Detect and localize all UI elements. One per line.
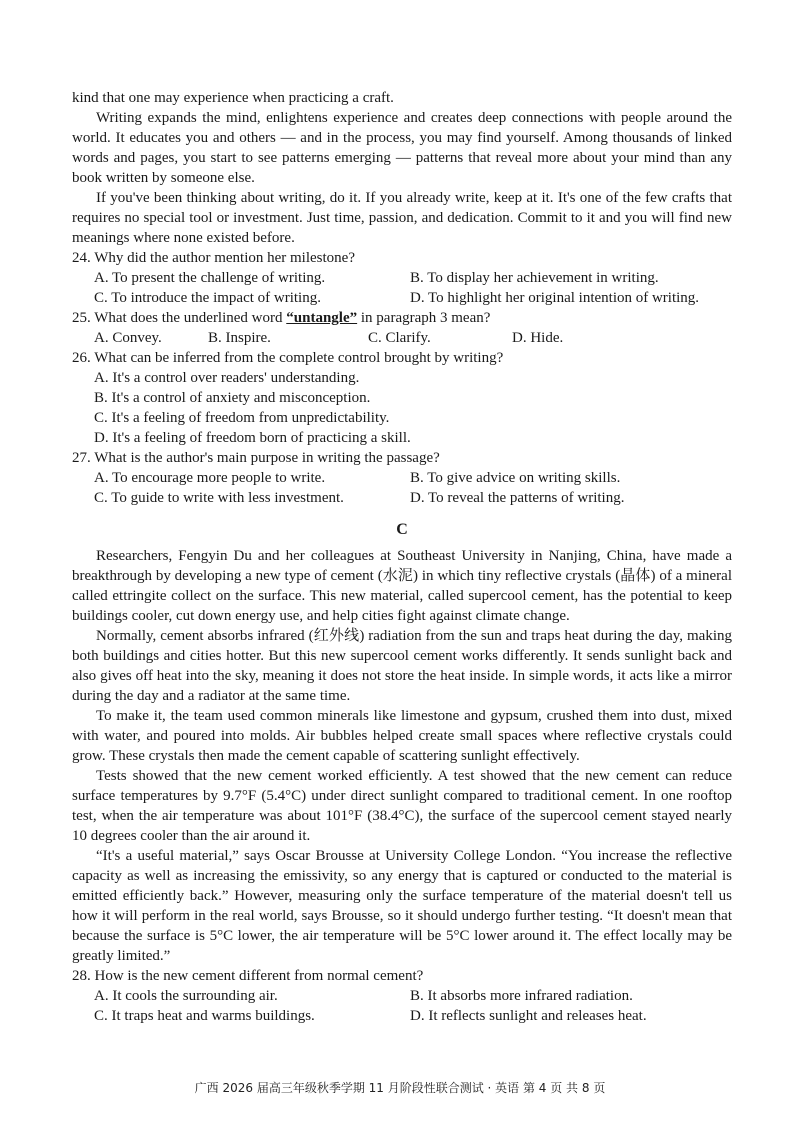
option-c: C. To guide to write with less investment. [94, 490, 344, 506]
passage-c-paragraph: “It's a useful material,” says Oscar Brousse at University College London. “You increase the reflective capacity as well as increasing the emissivity, so any energy that is captured or conducted to the material is emitted efficiently back.” However, measuring only the surface temperature of the material doesn't tell us how it will perform in the real world, says Brousse, so it should undergo further testing. “It doesn't mean that because the surface is 5°C lower, the air temperature will be 5°C lower around it. The effect locally may be greatly limited.” [72, 848, 732, 964]
passage-b-paragraph: Writing expands the mind, enlightens experience and creates deep connections with people around the world. It educates you and others — and in the process, you may find yourself. Among thousands of linked words and pages, you start to see patterns emerging — patterns that reveal more about your mind than any book written by someone else. [72, 110, 732, 186]
stem-text: in paragraph 3 mean? [357, 310, 491, 326]
options-row [72, 268, 732, 288]
question-stem: 24. Why did the author mention her milestone? [72, 250, 355, 266]
question-24 [72, 248, 732, 308]
option-d: D. To highlight her original intention of writing. [410, 290, 700, 306]
option-c: C. Clarify. [368, 330, 431, 346]
passage-c-paragraph: Tests showed that the new cement worked efficiently. A test showed that the new cement can reduce surface temperatures by 9.7°F (5.4°C) under direct sunlight compared to traditional cement. In one rooftop test, when the air temperature was about 101°F (38.4°C), the surface of the supercool cement stayed nearly 10 degrees cooler than the air around it. [72, 768, 732, 844]
passage-c-paragraph: Researchers, Fengyin Du and her colleagues at Southeast University in Nanjing, China, have made a breakthrough by developing a new type of cement (水泥) in which tiny reflective crystals (晶体) of a mineral called ettringite collect on the surface. This new material, called supercool cement, has the potential to keep buildings cooler, cut down energy use, and help cities fight against climate change. [72, 548, 732, 624]
page-footer: 广西 2026 届高三年级秋季学期 11 月阶段性联合测试 · 英语 第 4 页 共 8 页 [194, 1081, 606, 1095]
options-row [72, 488, 732, 508]
option-d: D. To reveal the patterns of writing. [410, 490, 625, 506]
passage-b-fragment: kind that one may experience when practicing a craft. [72, 90, 394, 106]
option-b: B. It's a control of anxiety and misconception. [94, 390, 371, 406]
question-25 [72, 308, 732, 348]
option-a: A. It cools the surrounding air. [94, 988, 278, 1004]
option-d: D. It's a feeling of freedom born of practicing a skill. [94, 430, 411, 446]
option-a: A. Convey. [94, 330, 162, 346]
option-b: B. To display her achievement in writing. [410, 270, 659, 286]
question-28 [72, 966, 732, 1026]
option-b: B. It absorbs more infrared radiation. [410, 988, 633, 1004]
option-c: C. It traps heat and warms buildings. [94, 1008, 315, 1024]
options-row [72, 468, 732, 488]
stem-text: 25. What does the underlined word [72, 310, 287, 326]
passage-c-paragraph: To make it, the team used common minerals like limestone and gypsum, crushed them into dust, mixed with water, and poured into molds. Air bubbles helped create small spaces where reflective crystals could grow. These crystals then made the cement capable of scattering sunlight effectively. [72, 708, 732, 764]
option-a: A. It's a control over readers' understanding. [94, 370, 360, 386]
question-stem: 26. What can be inferred from the complete control brought by writing? [72, 350, 504, 366]
options-row [72, 986, 732, 1006]
text-column [72, 88, 732, 1026]
option-c: C. To introduce the impact of writing. [94, 290, 321, 306]
question-26 [72, 348, 732, 448]
option-c: C. It's a feeling of freedom from unpredictability. [94, 410, 390, 426]
question-27 [72, 448, 732, 508]
question-stem: 27. What is the author's main purpose in writing the passage? [72, 450, 440, 466]
passage-c-paragraph: Normally, cement absorbs infrared (红外线) radiation from the sun and traps heat during the day, making both buildings and cities hotter. But this new supercool cement works differently. It sends sunlight back and also gives off heat into the sky, meaning it does not store the heat inside. In simple words, it acts like a mirror during the day and a radiator at the same time. [72, 628, 732, 704]
underlined-word: “untangle” [286, 310, 358, 326]
option-d: D. It reflects sunlight and releases heat. [410, 1008, 647, 1024]
options-row [72, 288, 732, 308]
option-b: B. Inspire. [208, 330, 271, 346]
options-row [72, 328, 732, 348]
passage-b-paragraph: If you've been thinking about writing, do it. If you already write, keep at it. It's one of the few crafts that requires no special tool or investment. Just time, passion, and dedication. Commit to it and you will find new meanings where none existed before. [72, 190, 732, 246]
question-stem [72, 308, 732, 328]
options-row [72, 1006, 732, 1026]
option-a: A. To present the challenge of writing. [94, 270, 326, 286]
section-heading: C [396, 521, 408, 538]
option-b: B. To give advice on writing skills. [410, 470, 621, 486]
option-a: A. To encourage more people to write. [94, 470, 326, 486]
question-stem: 28. How is the new cement different from normal cement? [72, 968, 424, 984]
option-d: D. Hide. [512, 330, 564, 346]
